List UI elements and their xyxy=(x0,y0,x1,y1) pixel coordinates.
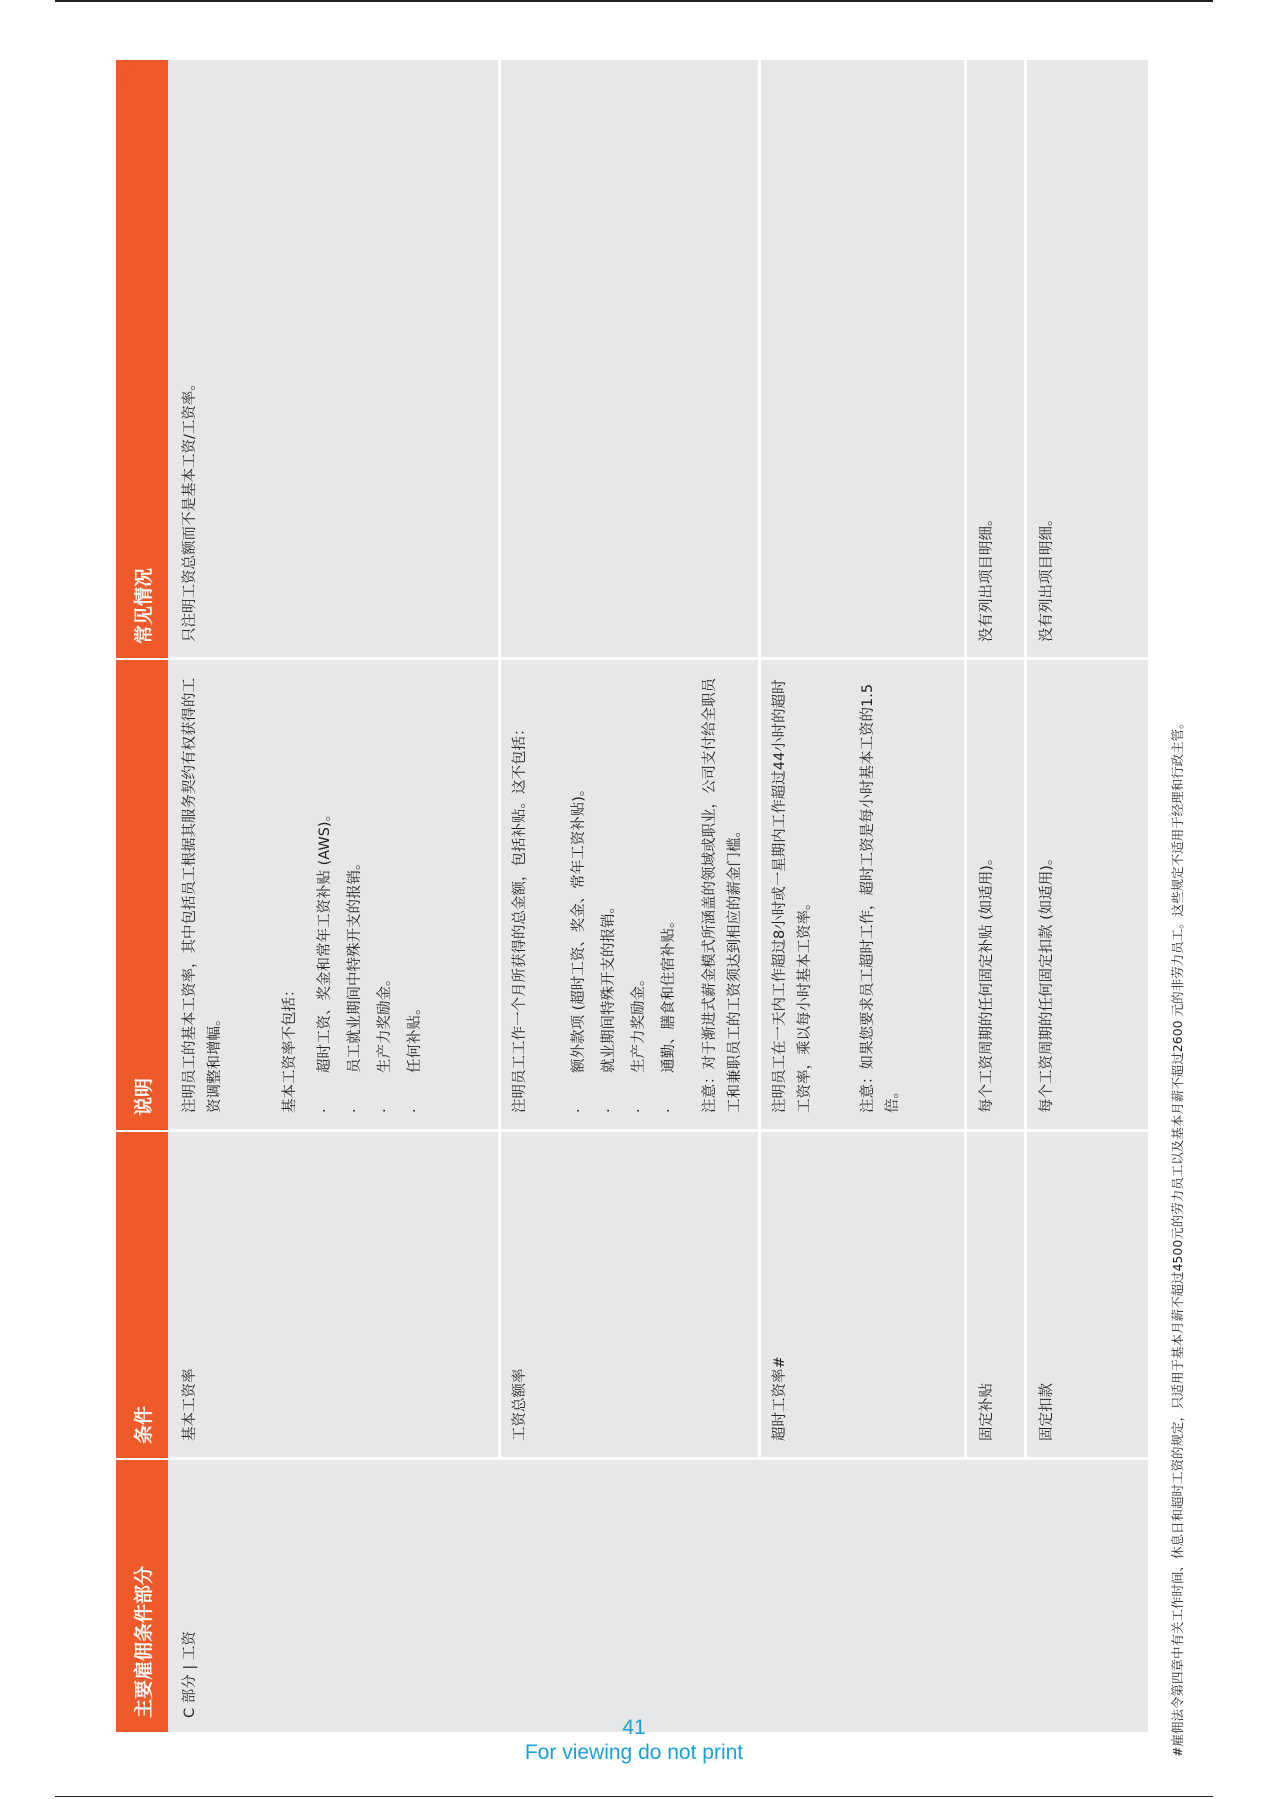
bullet-item: · 生产力奖励金。 xyxy=(373,668,398,1113)
viewing-note: For viewing do not print xyxy=(524,1741,744,1764)
rotated-table xyxy=(116,60,1148,1732)
row-divider xyxy=(964,60,967,1457)
bullet-item: · 额外款项 (超时工资、奖金、常年工资补贴)。 xyxy=(567,668,592,1113)
row-divider xyxy=(758,60,761,1457)
part-label: C 部分 | 工资 xyxy=(182,1631,198,1718)
condition-basic-rate: 基本工资率 xyxy=(182,1368,198,1441)
table-header xyxy=(116,60,168,1732)
bullet-item: · 任何补贴。 xyxy=(403,668,428,1113)
row-divider xyxy=(498,60,501,1457)
description-note: 注意：如果您要求员工超时工作，超时工资是每小时基本工资的1.5倍。 xyxy=(860,683,901,1113)
footnote: #雇佣法令第四章中有关工作时间、休息日和超时工资的规定，只适用于基本月薪不超过4500元的劳力员工以及基本月薪不超过2600 元的非劳力员工。这些规定不适用于经理和行政主管。 xyxy=(1170,716,1185,1757)
header-separator xyxy=(116,1130,168,1132)
table-body xyxy=(168,60,1148,1732)
bullet-item: · 就业期间特殊开支的报销。 xyxy=(597,668,622,1113)
column-common xyxy=(168,60,1148,657)
header-common: 常见情况 xyxy=(116,60,168,658)
common-fixed-deduction: 没有列出项目明细。 xyxy=(1039,511,1055,642)
employment-terms-table xyxy=(116,60,1148,1732)
description-fixed-allowance: 每个工资周期的任何固定补贴 (如适用)。 xyxy=(979,850,995,1113)
common-fixed-allowance: 没有列出项目明细。 xyxy=(979,511,995,642)
header-description: 说明 xyxy=(132,1077,155,1116)
bullet-item: · 超时工资、奖金和常年工资补贴 (AWS)。 xyxy=(313,668,338,1113)
common-basic-rate: 只注明工资总额而不是基本工资/工资率。 xyxy=(182,376,198,642)
bullet-item: · 生产力奖励金。 xyxy=(627,668,652,1113)
top-rule xyxy=(55,0,1213,2)
page-number: 41 xyxy=(622,1716,646,1739)
description-text: 注明员工工作一个月所获得的总金额，包括补贴。这不包括： xyxy=(512,721,528,1113)
description-overtime-rate xyxy=(768,668,906,1113)
condition-gross-rate: 工资总额率 xyxy=(512,1368,528,1441)
description-note: 注意：对于渐进式薪金模式所涵盖的领域或职业，公司支付给全职员工和兼职员工的工资须达到相应的薪金门槛。 xyxy=(702,678,743,1113)
header-separator xyxy=(116,658,168,660)
row-divider xyxy=(1024,60,1027,1457)
column-part xyxy=(168,1460,1148,1732)
description-subheading: 基本工资率不包括： xyxy=(282,982,298,1113)
description-fixed-deduction: 每个工资周期的任何固定扣款 (如适用)。 xyxy=(1039,850,1055,1113)
header-separator xyxy=(116,1458,168,1460)
header-condition: 条件 xyxy=(132,1405,155,1444)
condition-fixed-deduction: 固定扣款 xyxy=(1039,1383,1055,1441)
description-basic-rate xyxy=(178,668,428,1113)
description-text: 注明员工的基本工资率，其中包括员工根据其服务契约有权获得的工资调整和增幅。 xyxy=(182,678,223,1113)
bottom-rule xyxy=(55,1796,1213,1797)
description-text: 注明员工在一天内工作超过8小时或一星期内工作超过44小时的超时工资率，乘以每小时基本工资率。 xyxy=(772,679,813,1113)
bullet-item: · 通勤、膳食和住宿补贴。 xyxy=(657,668,682,1113)
condition-overtime-rate: 超时工资率# xyxy=(772,1356,788,1441)
description-gross-rate xyxy=(508,668,748,1113)
column-condition xyxy=(168,1132,1148,1457)
condition-fixed-allowance: 固定补贴 xyxy=(979,1383,995,1441)
bullet-item: · 员工就业期间中特殊开支的报销。 xyxy=(343,668,368,1113)
header-part: 主要雇佣条件部分 xyxy=(132,1565,155,1718)
